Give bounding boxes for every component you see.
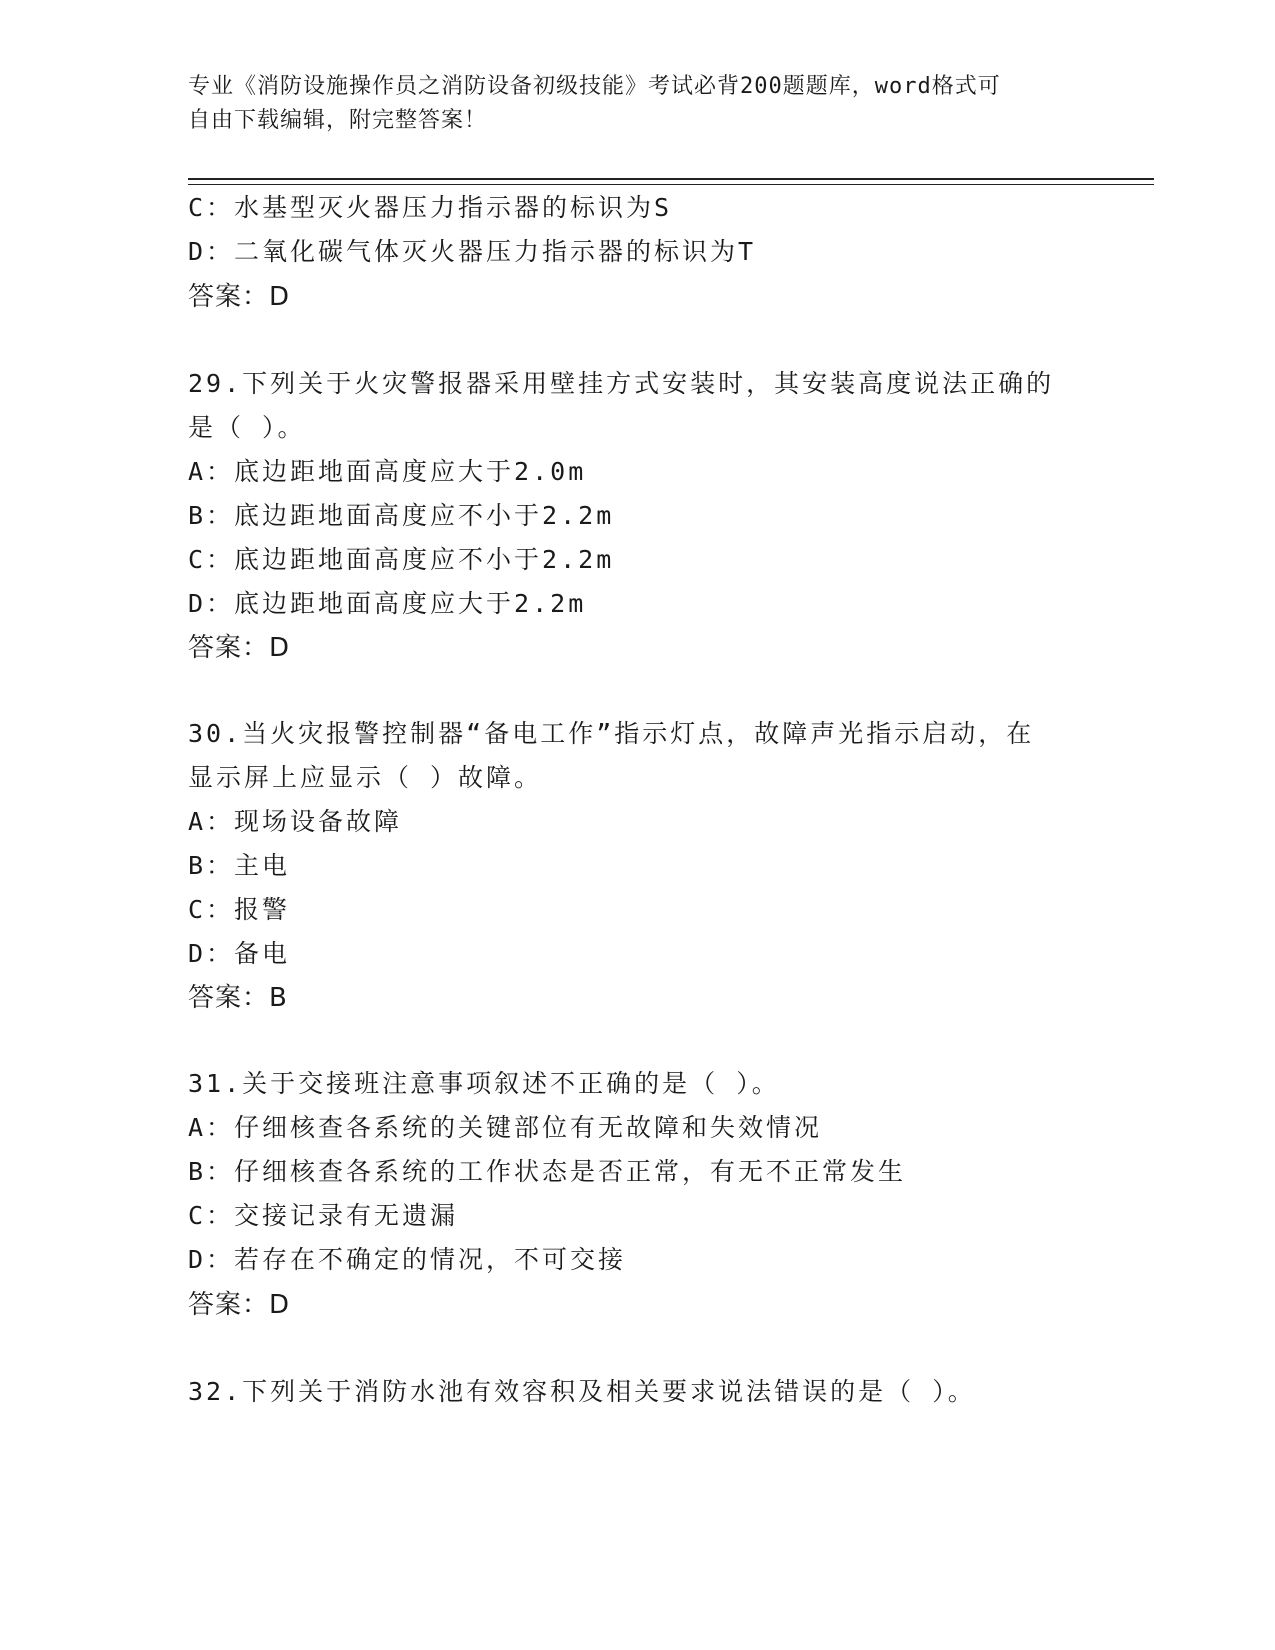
q30-option-c: C：报警 (188, 895, 291, 924)
q28-option-d: D：二氧化碳气体灭火器压力指示器的标识为T (188, 237, 757, 266)
q31-option-a: A：仔细核查各系统的关键部位有无故障和失效情况 (188, 1113, 823, 1142)
q29-option-a: A：底边距地面高度应大于2.0m (188, 457, 587, 486)
q31-option-c: C：交接记录有无遗漏 (188, 1201, 459, 1230)
q30-option-d: D：备电 (188, 939, 291, 968)
q29-stem-line-2: 是（ ）。 (188, 413, 306, 442)
q32-stem-line-1: 32.下列关于消防水池有效容积及相关要求说法错误的是（ ）。 (188, 1377, 976, 1406)
q30-stem-line-1: 30.当火灾报警控制器“备电工作”指示灯点，故障声光指示启动，在 (188, 719, 1035, 748)
q28-answer: 答案：D (188, 282, 291, 312)
q31-stem-line-1: 31.关于交接班注意事项叙述不正确的是（ ）。 (188, 1069, 780, 1098)
q30-option-b: B：主电 (188, 851, 291, 880)
q29-answer: 答案：D (188, 633, 291, 663)
q29-option-b: B：底边距地面高度应不小于2.2m (188, 501, 615, 530)
document-header (188, 70, 1088, 138)
q31-option-d: D：若存在不确定的情况，不可交接 (188, 1245, 627, 1274)
header-divider-thick (188, 178, 1154, 180)
header-divider-thin (188, 184, 1154, 185)
header-line-2: 自由下载编辑，附完整答案！ (188, 108, 488, 133)
q29-option-d: D：底边距地面高度应大于2.2m (188, 589, 587, 618)
q30-answer: 答案：B (188, 983, 288, 1013)
q31-option-b: B：仔细核查各系统的工作状态是否正常，有无不正常发生 (188, 1157, 907, 1186)
q31-answer: 答案：D (188, 1290, 291, 1320)
q29-option-c: C：底边距地面高度应不小于2.2m (188, 545, 615, 574)
q29-stem-line-1: 29.下列关于火灾警报器采用壁挂方式安装时，其安装高度说法正确的 (188, 369, 1055, 398)
header-line-1: 专业《消防设施操作员之消防设备初级技能》考试必背200题题库，word格式可 (188, 74, 1001, 99)
q28-option-c: C：水基型灭火器压力指示器的标识为S (188, 193, 673, 222)
q30-stem-line-2: 显示屏上应显示（ ）故障。 (188, 763, 543, 792)
q30-option-a: A：现场设备故障 (188, 807, 403, 836)
